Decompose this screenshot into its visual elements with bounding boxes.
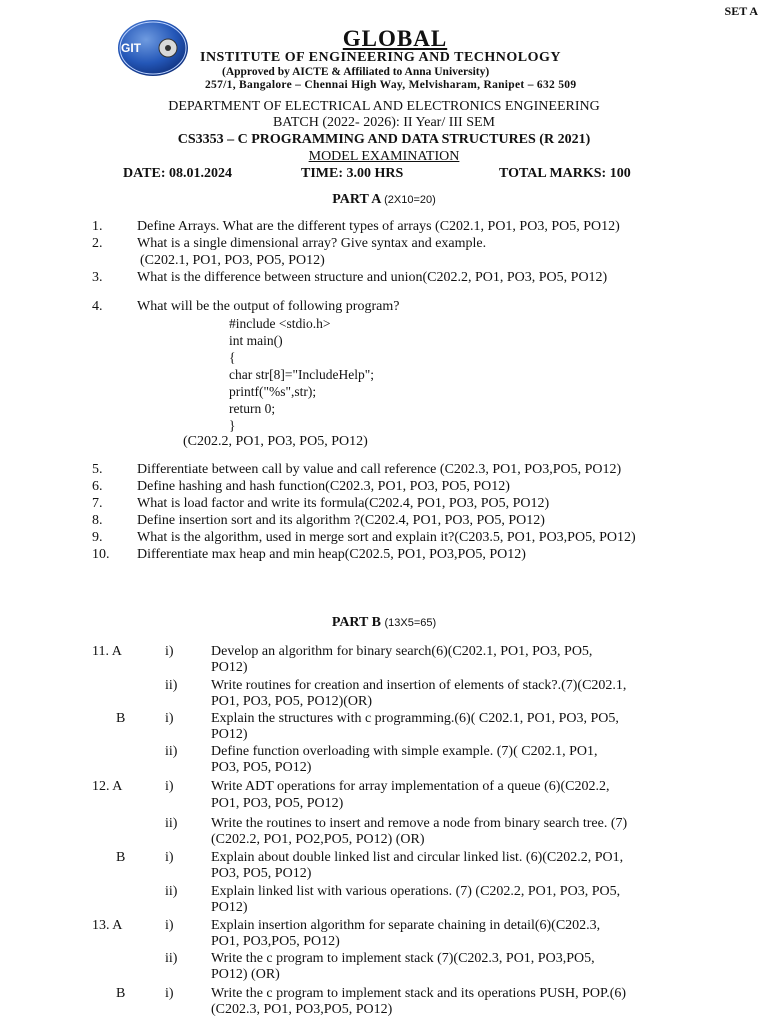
question-number: 6.: [92, 479, 103, 494]
question-text: What is the difference between structure and union(C202.2, PO1, PO3, PO5, PO12): [137, 270, 608, 285]
part-a-title: PART A: [332, 192, 381, 207]
question-number: 3.: [92, 270, 103, 285]
question-number: 2.: [92, 236, 103, 251]
sub-question-number: ii): [165, 816, 178, 831]
sub-question-number: i): [165, 918, 174, 933]
logo-text: GIT: [121, 41, 141, 55]
question-number: 13. A: [92, 918, 123, 933]
set-label: SET A: [724, 4, 758, 18]
question-number: B: [116, 986, 126, 1001]
sub-question-text: Explain insertion algorithm for separate chaining in detail(6)(C202.3,: [211, 918, 601, 933]
exam-title: MODEL EXAMINATION: [308, 149, 460, 164]
sub-question-text-cont: PO1, PO3, PO5, PO12)(OR): [211, 694, 373, 709]
sub-question-number: i): [165, 850, 174, 865]
sub-question-text: Explain the structures with c programming.(6)( C202.1, PO1, PO3, PO5,: [211, 711, 619, 726]
part-a-marks: (2X10=20): [384, 194, 436, 206]
sub-question-text-cont: PO1, PO3, PO5, PO12): [211, 796, 344, 811]
code-line: char str[8]="IncludeHelp";: [229, 367, 374, 382]
question-text-cont: (C202.1, PO1, PO3, PO5, PO12): [140, 253, 325, 268]
question-text: What will be the output of following program?: [137, 299, 400, 314]
question-number: 5.: [92, 462, 103, 477]
sub-question-number: i): [165, 779, 174, 794]
sub-question-text: Write ADT operations for array implementation of a queue (6)(C202.2,: [211, 779, 610, 794]
sub-question-number: i): [165, 711, 174, 726]
code-line: int main(): [229, 333, 283, 348]
question-number: B: [116, 711, 126, 726]
question-text: Differentiate between call by value and call reference (C202.3, PO1, PO3,PO5, PO12): [137, 462, 622, 477]
question-text: Define Arrays. What are the different types of arrays (C202.1, PO1, PO3, PO5, PO12): [137, 219, 620, 234]
sub-question-text: Write the c program to implement stack and its operations PUSH, POP.(6): [211, 986, 627, 1001]
question-text: Define hashing and hash function(C202.3, PO1, PO3, PO5, PO12): [137, 479, 510, 494]
sub-question-text-cont: PO3, PO5, PO12): [211, 760, 312, 775]
part-b-title: PART B: [331, 615, 381, 630]
question-number: B: [116, 850, 126, 865]
code-line: return 0;: [229, 401, 276, 416]
college-name: GLOBAL: [342, 26, 448, 51]
part-a-heading: [0, 192, 768, 208]
question-number: 10.: [92, 547, 110, 562]
sub-question-number: ii): [165, 678, 178, 693]
total-marks: TOTAL MARKS: 100: [499, 166, 631, 181]
code-line: #include <stdio.h>: [229, 316, 331, 331]
question-number: 9.: [92, 530, 103, 545]
question-number: 4.: [92, 299, 103, 314]
question-text: What is load factor and write its formula(C202.4, PO1, PO3, PO5, PO12): [137, 496, 550, 511]
sub-question-text-cont: PO3, PO5, PO12): [211, 866, 312, 881]
question-number: 8.: [92, 513, 103, 528]
code-line: printf("%s",str);: [229, 384, 317, 399]
sub-question-text: Write the routines to insert and remove a node from binary search tree. (7): [211, 816, 628, 831]
sub-question-text: Define function overloading with simple example. (7)( C202.1, PO1,: [211, 744, 598, 759]
sub-question-number: ii): [165, 951, 178, 966]
sub-question-number: ii): [165, 884, 178, 899]
sub-question-text: Explain about double linked list and circular linked list. (6)(C202.2, PO1,: [211, 850, 624, 865]
question-text: What is a single dimensional array? Give syntax and example.: [137, 236, 487, 251]
sub-question-text-cont: PO1, PO3,PO5, PO12): [211, 934, 340, 949]
exam-time: TIME: 3.00 HRS: [301, 166, 404, 181]
sub-question-text: Develop an algorithm for binary search(6)(C202.1, PO1, PO3, PO5,: [211, 644, 593, 659]
sub-question-text: Write the c program to implement stack (7)(C202.3, PO1, PO3,PO5,: [211, 951, 595, 966]
question-text: Differentiate max heap and min heap(C202.5, PO1, PO3,PO5, PO12): [137, 547, 526, 562]
course-title: CS3353 – C PROGRAMMING AND DATA STRUCTURES (R 2021): [177, 132, 591, 147]
question-number: 7.: [92, 496, 103, 511]
question-number: 12. A: [92, 779, 123, 794]
approval-line: (Approved by AICTE & Affiliated to Anna University): [222, 66, 490, 78]
sub-question-number: ii): [165, 744, 178, 759]
part-b-heading: [0, 615, 768, 631]
sub-question-text: Write routines for creation and insertion of elements of stack?.(7)(C202.1,: [211, 678, 627, 693]
question-text: Define insertion sort and its algorithm ?(C202.4, PO1, PO3, PO5, PO12): [137, 513, 545, 528]
question-text: What is the algorithm, used in merge sort and explain it?(C203.5, PO1, PO3,PO5, PO12): [137, 530, 636, 545]
sub-question-text-cont: PO12): [211, 660, 248, 675]
institute-name: INSTITUTE OF ENGINEERING AND TECHNOLOGY: [200, 50, 562, 65]
sub-question-number: i): [165, 986, 174, 1001]
sub-question-text-cont: (C202.3, PO1, PO3,PO5, PO12): [211, 1002, 393, 1017]
question-number: 1.: [92, 219, 103, 234]
code-reference: (C202.2, PO1, PO3, PO5, PO12): [183, 434, 368, 449]
code-line: {: [229, 350, 236, 365]
sub-question-text-cont: PO12): [211, 727, 248, 742]
exam-date: DATE: 08.01.2024: [123, 166, 233, 181]
address-line: 257/1, Bangalore – Chennai High Way, Melvisharam, Ranipet – 632 509: [205, 79, 577, 91]
part-b-marks: (13X5=65): [384, 617, 437, 629]
code-line: }: [229, 418, 236, 433]
sub-question-text-cont: PO12) (OR): [211, 967, 280, 982]
batch: BATCH (2022- 2026): II Year/ III SEM: [272, 115, 496, 130]
department: DEPARTMENT OF ELECTRICAL AND ELECTRONICS ENGINEERING: [168, 99, 600, 114]
sub-question-number: i): [165, 644, 174, 659]
sub-question-text: Explain linked list with various operations. (7) (C202.2, PO1, PO3, PO5,: [211, 884, 621, 899]
sub-question-text-cont: PO12): [211, 900, 248, 915]
sub-question-text-cont: (C202.2, PO1, PO2,PO5, PO12) (OR): [211, 832, 425, 847]
question-number: 11. A: [92, 644, 122, 659]
